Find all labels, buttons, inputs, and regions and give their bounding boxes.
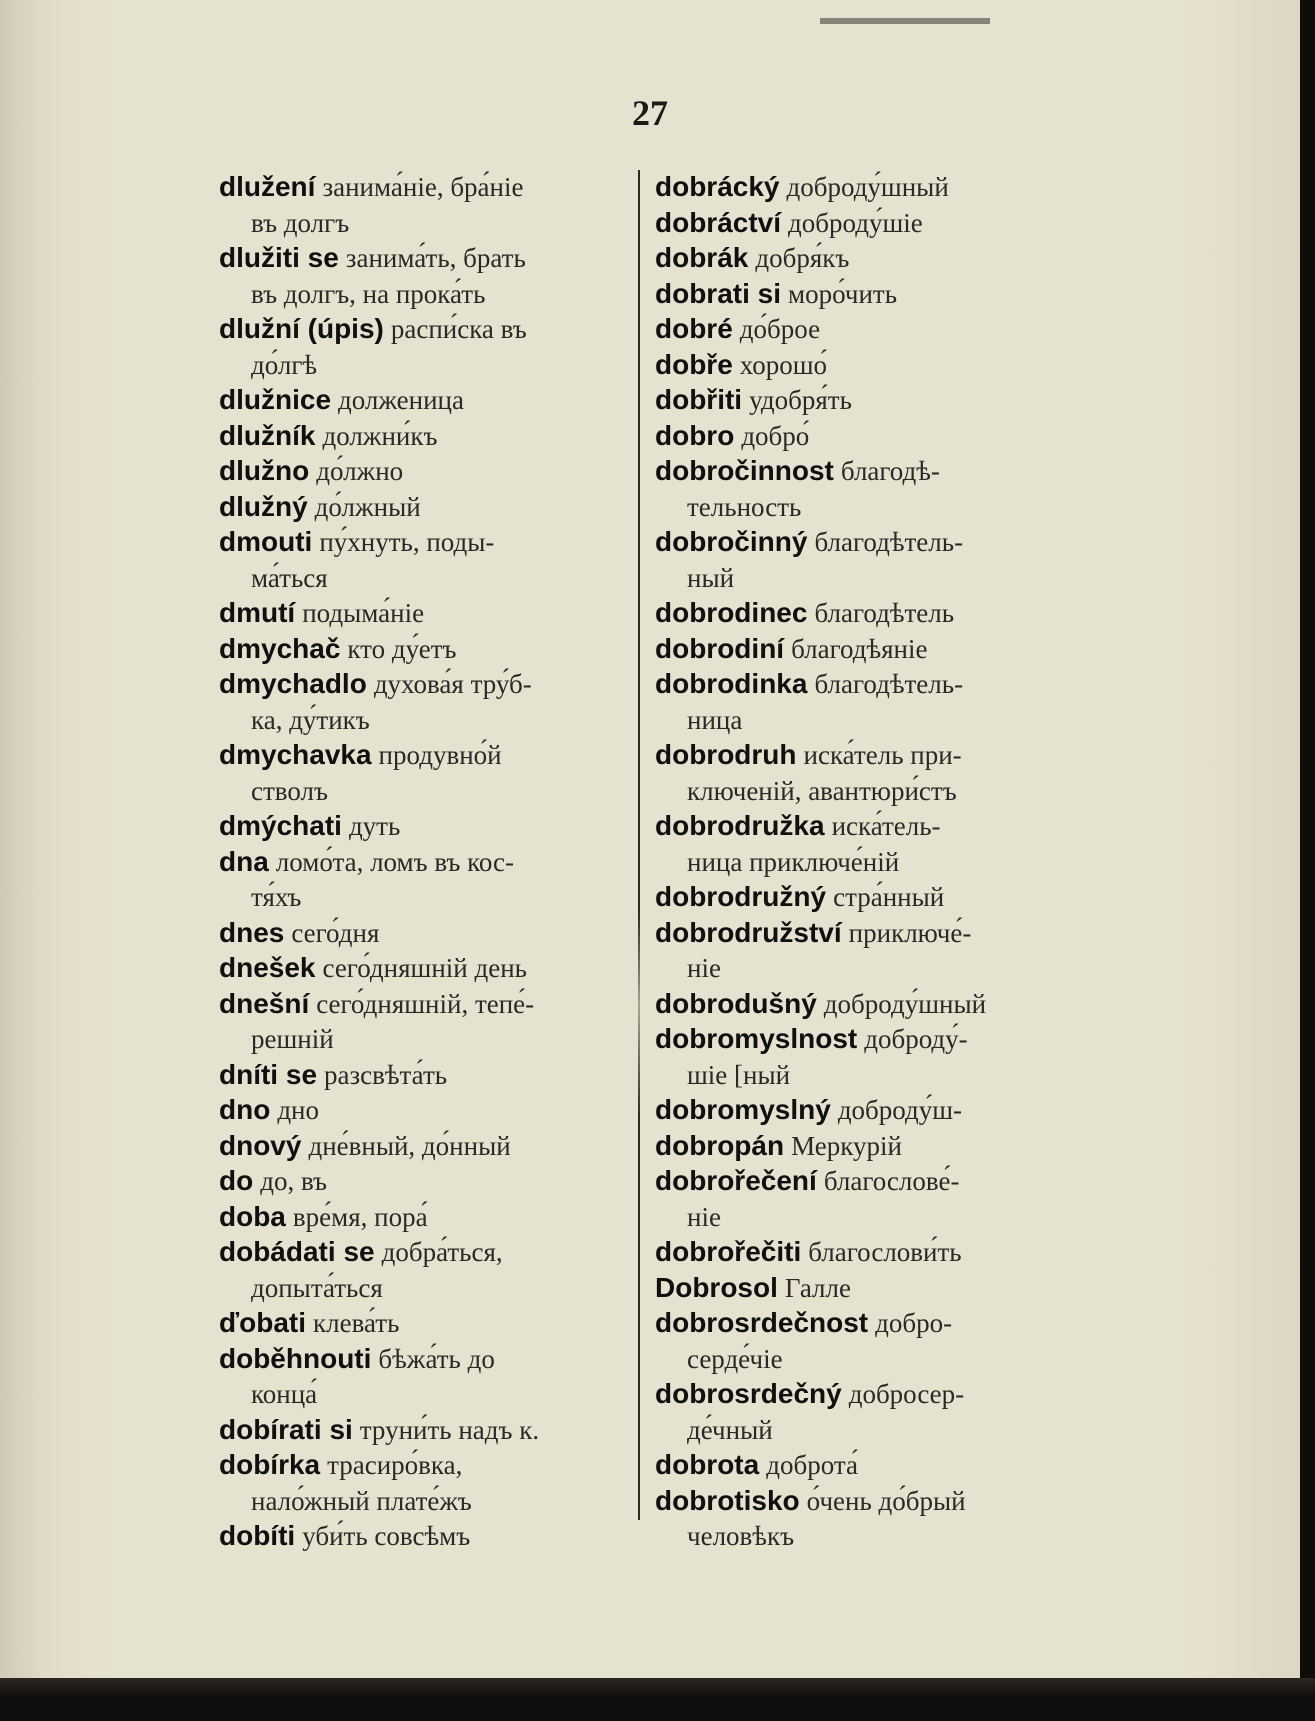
entry-translation: въ долгъ	[251, 207, 350, 238]
dictionary-entry	[219, 419, 629, 455]
entry-first-line	[655, 206, 1070, 242]
entry-first-line	[655, 987, 1070, 1023]
entry-first-line	[219, 809, 629, 845]
entry-translation: вре́мя, пора́	[292, 1201, 428, 1232]
dictionary-entry	[655, 1484, 1070, 1555]
entry-headword: dlužení	[219, 171, 316, 202]
entry-translation: иска́тель при-	[803, 740, 962, 770]
entry-headword: dobírka	[219, 1449, 321, 1480]
dictionary-entry	[219, 1093, 629, 1129]
entry-headword: dobírati si	[219, 1413, 353, 1445]
entry-translation: конца́	[251, 1379, 318, 1409]
entry-headword: dobrodružný	[655, 881, 827, 912]
scan-mark	[820, 18, 990, 24]
dictionary-entry	[219, 1413, 629, 1449]
entry-continuation	[655, 561, 1070, 597]
entry-headword: dnový	[219, 1129, 302, 1161]
entry-translation: тельность	[687, 491, 802, 522]
entry-continuation	[219, 561, 629, 597]
entry-translation: дно	[277, 1095, 319, 1125]
entry-translation: сего́дняшній, тепе́-	[316, 988, 535, 1019]
dictionary-entry	[655, 880, 1070, 916]
entry-first-line	[655, 419, 1070, 455]
entry-continuation	[219, 880, 629, 916]
entry-translation: доброду́шный	[786, 172, 949, 202]
entry-translation: до, въ	[260, 1166, 327, 1196]
entry-translation: доброду́шіе	[788, 207, 923, 238]
entry-headword: dobrodušný	[655, 987, 817, 1019]
entry-continuation	[219, 774, 629, 810]
entry-headword: dobrodružka	[655, 810, 825, 841]
dictionary-entry	[219, 809, 629, 845]
entry-headword: doběhnouti	[219, 1342, 372, 1374]
entry-headword: dobře	[655, 348, 733, 380]
entry-first-line	[655, 1164, 1070, 1200]
entry-translation: сего́дняшній день	[322, 953, 527, 983]
entry-translation: подыма́ніе	[302, 598, 425, 628]
entry-headword: dobrodinka	[655, 668, 808, 699]
entry-first-line	[655, 1484, 1070, 1520]
dictionary-entry	[219, 845, 629, 916]
entry-first-line	[655, 170, 1070, 206]
entry-first-line	[219, 1306, 629, 1342]
entry-first-line	[219, 738, 629, 774]
entry-headword: dobromyslný	[655, 1094, 831, 1125]
entry-first-line	[655, 1093, 1070, 1129]
entry-translation: доброду́-	[864, 1024, 968, 1054]
entry-translation: ключеній, авантюри́стъ	[687, 775, 957, 806]
dictionary-entry	[655, 170, 1070, 206]
entry-translation: благослови́ть	[808, 1237, 962, 1267]
entry-first-line	[655, 383, 1070, 419]
entry-headword: dobrati si	[655, 277, 782, 309]
entry-headword: dobrota	[655, 1449, 760, 1480]
entry-continuation	[655, 951, 1070, 987]
entry-translation: распи́ска въ	[390, 314, 527, 344]
dictionary-entry	[219, 1200, 629, 1236]
dictionary-entry	[655, 738, 1070, 809]
entry-first-line	[655, 525, 1070, 561]
dictionary-entry	[655, 241, 1070, 277]
entry-translation: благодѣтель-	[814, 527, 964, 557]
entry-headword: dníti se	[219, 1058, 318, 1090]
entry-translation: кто ду́етъ	[347, 633, 457, 664]
entry-first-line	[655, 1306, 1070, 1342]
entry-first-line	[219, 170, 629, 206]
entry-first-line	[655, 1235, 1070, 1271]
entry-headword: dobrodinec	[655, 597, 808, 628]
entry-headword: dobíti	[219, 1520, 296, 1551]
dictionary-entry	[655, 809, 1070, 880]
entry-first-line	[655, 1448, 1070, 1484]
entry-continuation	[219, 703, 629, 739]
entry-headword: dobřiti	[655, 384, 743, 415]
entry-first-line	[219, 987, 629, 1023]
entry-headword: dna	[219, 845, 269, 877]
entry-continuation	[655, 1413, 1070, 1449]
entry-headword: dobré	[655, 313, 733, 344]
entry-continuation	[219, 206, 629, 242]
dictionary-entry	[655, 1448, 1070, 1484]
entry-translation: стволъ	[251, 775, 328, 806]
entry-continuation	[655, 1058, 1070, 1094]
entry-translation: труни́ть надъ к.	[359, 1414, 540, 1445]
entry-headword: dobrosrdečnost	[655, 1307, 869, 1338]
entry-translation: долженица	[338, 385, 464, 415]
entry-continuation	[655, 490, 1070, 526]
entry-translation: де́чный	[687, 1414, 773, 1445]
entry-translation: до́лгѣ	[251, 349, 318, 380]
entry-translation: продувно́й	[378, 740, 502, 770]
entry-headword: dobrák	[655, 242, 749, 273]
entry-translation: ный	[687, 562, 735, 593]
entry-headword: dobromyslnost	[655, 1023, 858, 1054]
entry-translation: тя́хъ	[251, 882, 302, 912]
entry-headword: dobropán	[655, 1129, 785, 1161]
dictionary-entry	[219, 987, 629, 1058]
entry-first-line	[219, 312, 629, 348]
entry-first-line	[219, 1413, 629, 1449]
entry-first-line	[219, 1200, 629, 1236]
entry-first-line	[219, 1058, 629, 1094]
dictionary-entry	[655, 596, 1070, 632]
entry-continuation	[655, 774, 1070, 810]
dictionary-entry	[219, 596, 629, 632]
entry-continuation	[655, 845, 1070, 881]
entry-continuation	[219, 1484, 629, 1520]
entry-translation: благослове́-	[823, 1166, 960, 1196]
dictionary-entry	[219, 632, 629, 668]
entry-continuation	[655, 1342, 1070, 1378]
entry-headword: dlužní (úpis)	[219, 313, 384, 344]
entry-continuation	[219, 1271, 629, 1307]
entry-headword: dlužno	[219, 455, 310, 486]
entry-headword: dobro	[655, 419, 735, 451]
entry-headword: dobrodiní	[655, 632, 785, 664]
entry-translation: добра́ться,	[381, 1237, 503, 1267]
right-column	[655, 170, 1070, 1555]
entry-first-line	[219, 1519, 629, 1555]
dictionary-entry	[655, 348, 1070, 384]
entry-headword: dobrosrdečný	[655, 1378, 842, 1409]
entry-translation: серде́чіе	[687, 1343, 783, 1374]
entry-headword: Dobrosol	[655, 1271, 778, 1303]
dictionary-entry	[219, 1448, 629, 1519]
dictionary-entry	[219, 1306, 629, 1342]
entry-translation: сего́дня	[291, 917, 380, 948]
entry-headword: dobrodružství	[655, 916, 842, 948]
entry-first-line	[219, 596, 629, 632]
dictionary-entry	[655, 525, 1070, 596]
entry-headword: doba	[219, 1200, 286, 1232]
entry-translation: хорошо́	[739, 349, 828, 380]
dictionary-entry	[655, 1306, 1070, 1377]
entry-translation: приключе́-	[848, 917, 972, 948]
entry-translation: о́чень до́брый	[806, 1485, 966, 1516]
entry-translation: стра́нный	[833, 882, 945, 912]
entry-translation: допыта́ться	[251, 1272, 383, 1303]
dictionary-entry	[219, 1519, 629, 1555]
dictionary-entry	[219, 170, 629, 241]
entry-translation: до́лжно	[316, 456, 404, 486]
entry-first-line	[219, 490, 629, 526]
entry-continuation	[655, 703, 1070, 739]
entry-headword: dlužník	[219, 419, 316, 451]
entry-translation: шіе [ный	[687, 1059, 791, 1090]
entry-headword: dlužiti se	[219, 242, 339, 273]
entry-headword: dobročinnost	[655, 455, 834, 486]
dictionary-entry	[655, 916, 1070, 987]
entry-translation: трасиро́вка,	[327, 1450, 463, 1480]
entry-translation: удобря́ть	[749, 385, 852, 415]
entry-translation: Галле	[784, 1272, 851, 1303]
entry-first-line	[655, 1022, 1070, 1058]
entry-first-line	[655, 809, 1070, 845]
entry-translation: до́лжный	[314, 491, 421, 522]
dictionary-entry	[655, 632, 1070, 668]
entry-translation: ніе	[687, 953, 721, 983]
entry-first-line	[655, 632, 1070, 668]
entry-first-line	[655, 880, 1070, 916]
entry-headword: dobrořečiti	[655, 1236, 802, 1267]
entry-translation: благодѣяніе	[791, 633, 928, 664]
dictionary-entry	[655, 277, 1070, 313]
dictionary-entry	[655, 667, 1070, 738]
entry-translation: клева́ть	[313, 1308, 400, 1338]
entry-translation: благодѣтель-	[814, 669, 964, 699]
dictionary-entry	[219, 916, 629, 952]
entry-translation: человѣкъ	[687, 1521, 795, 1551]
entry-first-line	[219, 632, 629, 668]
entry-translation: добро-	[875, 1308, 953, 1338]
dictionary-entry	[219, 241, 629, 312]
entry-translation: ница	[687, 704, 743, 735]
entry-headword: dmychač	[219, 632, 341, 664]
dictionary-entry	[655, 1164, 1070, 1235]
dictionary-entry	[219, 667, 629, 738]
entry-first-line	[219, 241, 629, 277]
entry-headword: do	[219, 1165, 254, 1196]
entry-first-line	[655, 1129, 1070, 1165]
dictionary-entry	[655, 1022, 1070, 1093]
entry-continuation	[219, 348, 629, 384]
entry-first-line	[219, 1448, 629, 1484]
column-divider	[638, 170, 640, 1520]
entry-first-line	[219, 419, 629, 455]
entry-translation: добря́къ	[755, 243, 850, 273]
entry-first-line	[219, 845, 629, 881]
entry-headword: dnešní	[219, 987, 310, 1019]
entry-translation: въ долгъ, на прока́ть	[251, 278, 486, 309]
entry-translation: доброду́ш-	[837, 1095, 963, 1125]
entry-translation: уби́ть совсѣмъ	[302, 1521, 471, 1551]
entry-headword: dmýchati	[219, 810, 342, 841]
entry-headword: dlužnice	[219, 384, 332, 415]
entry-first-line	[655, 348, 1070, 384]
entry-translation: до́брое	[739, 314, 821, 344]
dictionary-entry	[219, 312, 629, 383]
entry-translation: моро́чить	[788, 278, 898, 309]
entry-translation: благодѣ-	[840, 456, 940, 486]
dictionary-entry	[219, 525, 629, 596]
entry-first-line	[219, 525, 629, 561]
entry-translation: доброду́шный	[823, 988, 987, 1019]
dictionary-entry	[219, 1342, 629, 1413]
entry-headword: dnes	[219, 916, 285, 948]
entry-headword: dobročinný	[655, 526, 808, 557]
entry-headword: dobrořečení	[655, 1165, 817, 1196]
dictionary-entry	[655, 312, 1070, 348]
entry-first-line	[219, 916, 629, 952]
dictionary-entry	[655, 419, 1070, 455]
entry-continuation	[219, 277, 629, 313]
entry-translation: ница приключе́ній	[687, 846, 900, 877]
entry-translation: пу́хнуть, поды-	[319, 527, 495, 557]
dictionary-entry	[219, 383, 629, 419]
entry-first-line	[219, 951, 629, 987]
entry-translation: благодѣтель	[814, 598, 955, 628]
dictionary-entry	[219, 951, 629, 987]
entry-translation: бѣжа́ть до	[378, 1343, 495, 1374]
entry-first-line	[219, 1093, 629, 1129]
dictionary-entry	[655, 1271, 1070, 1307]
entry-headword: dnešek	[219, 952, 316, 983]
entry-first-line	[655, 454, 1070, 490]
dictionary-entry	[655, 1377, 1070, 1448]
entry-translation: добросер-	[848, 1379, 965, 1409]
dictionary-entry	[219, 1235, 629, 1306]
entry-translation: добро́	[741, 420, 810, 451]
entry-translation: ма́ться	[251, 562, 328, 593]
entry-first-line	[655, 596, 1070, 632]
page-edge	[1300, 0, 1315, 1721]
left-column	[219, 170, 629, 1555]
entry-translation: Меркурій	[791, 1130, 902, 1161]
entry-headword: dobráctví	[655, 206, 782, 238]
entry-translation: иска́тель-	[831, 811, 941, 841]
entry-headword: dno	[219, 1094, 271, 1125]
entry-translation: занима́ніе, бра́ніе	[322, 172, 524, 202]
entry-translation: решній	[251, 1024, 334, 1054]
entry-continuation	[219, 1022, 629, 1058]
entry-first-line	[219, 667, 629, 703]
entry-headword: dmychadlo	[219, 668, 367, 699]
entry-headword: ďobati	[219, 1307, 307, 1338]
entry-headword: dmouti	[219, 526, 313, 557]
page-number: 27	[632, 93, 668, 133]
bottom-edge	[0, 1678, 1315, 1721]
entry-headword: dmychavka	[219, 739, 372, 770]
dictionary-entry	[219, 738, 629, 809]
entry-first-line	[655, 667, 1070, 703]
dictionary-entry	[655, 206, 1070, 242]
dictionary-entry	[655, 1129, 1070, 1165]
entry-first-line	[655, 312, 1070, 348]
entry-first-line	[655, 916, 1070, 952]
entry-first-line	[219, 454, 629, 490]
entry-first-line	[219, 1235, 629, 1271]
dictionary-entry	[219, 1129, 629, 1165]
entry-first-line	[655, 1271, 1070, 1307]
entry-continuation	[655, 1200, 1070, 1236]
entry-headword: dmutí	[219, 597, 296, 628]
dictionary-entry	[655, 987, 1070, 1023]
entry-translation: доброта́	[766, 1450, 858, 1480]
entry-first-line	[219, 1342, 629, 1378]
entry-translation: ка, ду́тикъ	[251, 704, 370, 735]
dictionary-entry	[655, 454, 1070, 525]
entry-first-line	[219, 1129, 629, 1165]
entry-headword: dobádati se	[219, 1236, 375, 1267]
entry-first-line	[655, 241, 1070, 277]
entry-translation: духова́я тру́б-	[373, 669, 532, 699]
entry-first-line	[655, 277, 1070, 313]
dictionary-entry	[219, 1058, 629, 1094]
entry-first-line	[655, 1377, 1070, 1413]
entry-first-line	[219, 1164, 629, 1200]
entry-translation: разсвѣта́ть	[324, 1059, 448, 1090]
entry-first-line	[655, 738, 1070, 774]
entry-headword: dobrodruh	[655, 739, 797, 770]
entry-continuation	[219, 1377, 629, 1413]
dictionary-entry	[219, 490, 629, 526]
entry-translation: должни́къ	[322, 420, 438, 451]
entry-translation: ніе	[687, 1201, 721, 1232]
entry-translation: дуть	[348, 811, 401, 841]
entry-translation: нало́жный плате́жъ	[251, 1485, 472, 1516]
dictionary-entry	[655, 1235, 1070, 1271]
entry-translation: занима́ть, брать	[345, 243, 526, 273]
entry-translation: дне́вный, до́нный	[308, 1130, 511, 1161]
dictionary-entry	[219, 1164, 629, 1200]
entry-first-line	[219, 383, 629, 419]
entry-continuation	[655, 1519, 1070, 1555]
dictionary-entry	[219, 454, 629, 490]
dictionary-entry	[655, 1093, 1070, 1129]
entry-headword: dobrotisko	[655, 1484, 800, 1516]
entry-headword: dlužný	[219, 490, 308, 522]
dictionary-entry	[655, 383, 1070, 419]
entry-translation: ломо́та, ломъ въ кос-	[275, 846, 515, 877]
entry-headword: dobrácký	[655, 171, 780, 202]
